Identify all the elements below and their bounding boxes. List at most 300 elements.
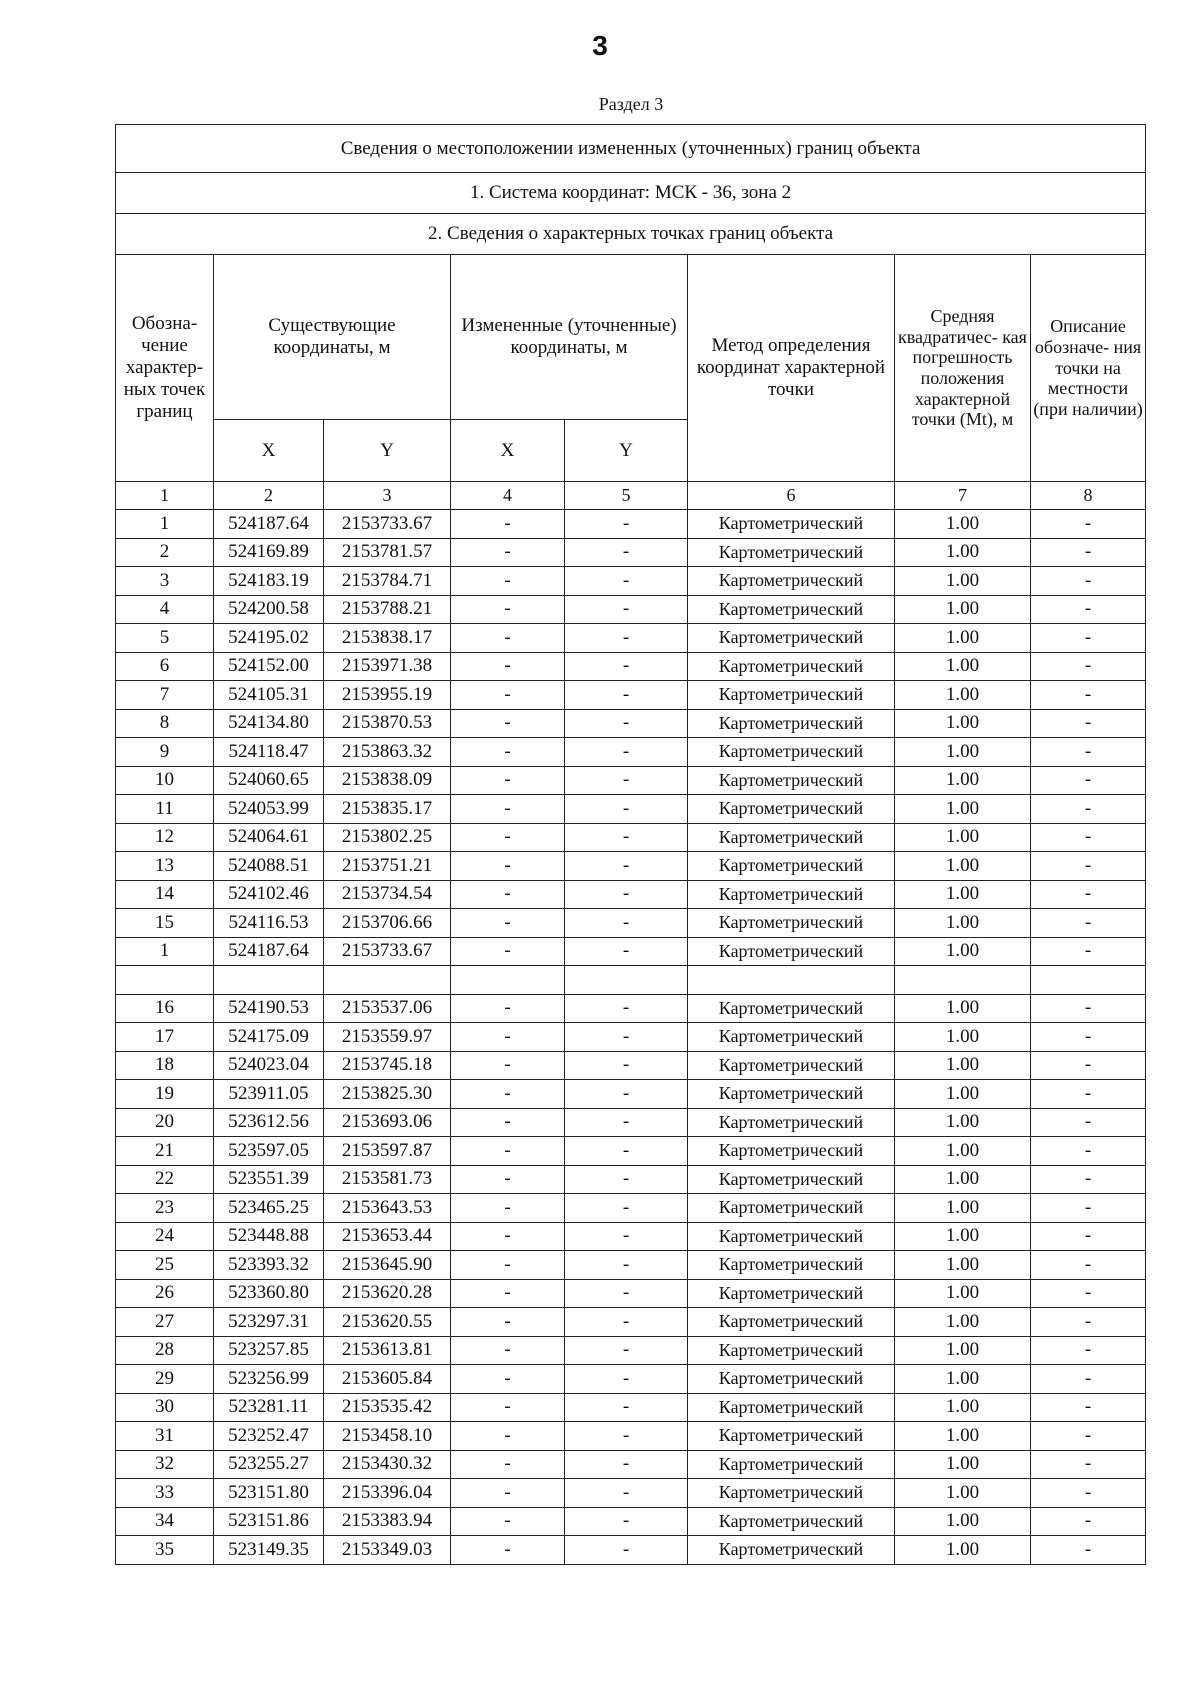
- point-number-cell: 25: [116, 1251, 214, 1280]
- changed-y-cell: -: [565, 994, 688, 1023]
- description-cell: -: [1031, 1365, 1146, 1394]
- point-number-cell: 30: [116, 1393, 214, 1422]
- error-cell: 1.00: [895, 1336, 1031, 1365]
- error-cell: 1.00: [895, 994, 1031, 1023]
- changed-x-cell: -: [451, 909, 565, 938]
- table-row: [116, 1165, 1146, 1194]
- changed-x-cell: -: [451, 652, 565, 681]
- table-row: [116, 1051, 1146, 1080]
- description-cell: -: [1031, 1023, 1146, 1052]
- description-cell: -: [1031, 1051, 1146, 1080]
- description-cell: -: [1031, 624, 1146, 653]
- changed-y-cell: -: [565, 937, 688, 966]
- table-row: [116, 1108, 1146, 1137]
- existing-x-cell: 524064.61: [214, 823, 324, 852]
- description-cell: -: [1031, 1080, 1146, 1109]
- changed-y-cell: -: [565, 567, 688, 596]
- point-number-cell: 10: [116, 766, 214, 795]
- existing-y-cell: 2153458.10: [324, 1422, 451, 1451]
- error-cell: 1.00: [895, 510, 1031, 539]
- changed-x-cell: -: [451, 1279, 565, 1308]
- changed-y-cell: -: [565, 1108, 688, 1137]
- table-row: [116, 937, 1146, 966]
- method-cell: Картометрический: [688, 1194, 895, 1223]
- error-cell: 1.00: [895, 1080, 1031, 1109]
- point-number-cell: 6: [116, 652, 214, 681]
- existing-x-cell: 524134.80: [214, 709, 324, 738]
- existing-x-cell: 523597.05: [214, 1137, 324, 1166]
- existing-y-cell: 2153835.17: [324, 795, 451, 824]
- point-number-cell: 3: [116, 567, 214, 596]
- description-cell: -: [1031, 738, 1146, 767]
- changed-y-cell: -: [565, 852, 688, 881]
- existing-x-cell: [214, 966, 324, 995]
- table-row: [116, 1507, 1146, 1536]
- header-existing-y: Y: [324, 420, 451, 482]
- changed-y-cell: -: [565, 595, 688, 624]
- changed-x-cell: -: [451, 852, 565, 881]
- method-cell: Картометрический: [688, 1336, 895, 1365]
- existing-x-cell: 524088.51: [214, 852, 324, 881]
- existing-x-cell: 524169.89: [214, 538, 324, 567]
- changed-y-cell: -: [565, 1450, 688, 1479]
- column-number: 4: [451, 482, 565, 510]
- changed-y-cell: -: [565, 1422, 688, 1451]
- changed-x-cell: -: [451, 766, 565, 795]
- existing-y-cell: 2153838.09: [324, 766, 451, 795]
- existing-y-cell: 2153620.28: [324, 1279, 451, 1308]
- changed-y-cell: -: [565, 1194, 688, 1223]
- existing-y-cell: 2153581.73: [324, 1165, 451, 1194]
- existing-y-cell: 2153605.84: [324, 1365, 451, 1394]
- column-number: 8: [1031, 482, 1146, 510]
- error-cell: 1.00: [895, 1194, 1031, 1223]
- existing-y-cell: 2153733.67: [324, 510, 451, 539]
- point-number-cell: 9: [116, 738, 214, 767]
- error-cell: 1.00: [895, 1422, 1031, 1451]
- changed-y-cell: -: [565, 1507, 688, 1536]
- changed-y-cell: -: [565, 1080, 688, 1109]
- existing-y-cell: 2153396.04: [324, 1479, 451, 1508]
- existing-x-cell: 523281.11: [214, 1393, 324, 1422]
- description-cell: -: [1031, 1536, 1146, 1565]
- error-cell: 1.00: [895, 766, 1031, 795]
- changed-y-cell: -: [565, 1222, 688, 1251]
- existing-x-cell: 524023.04: [214, 1051, 324, 1080]
- description-cell: -: [1031, 1422, 1146, 1451]
- table-row: [116, 994, 1146, 1023]
- point-number-cell: 29: [116, 1365, 214, 1394]
- point-number-cell: 35: [116, 1536, 214, 1565]
- changed-x-cell: -: [451, 1393, 565, 1422]
- changed-y-cell: -: [565, 1137, 688, 1166]
- table-row: [116, 595, 1146, 624]
- changed-y-cell: -: [565, 652, 688, 681]
- method-cell: Картометрический: [688, 624, 895, 653]
- changed-x-cell: -: [451, 1450, 565, 1479]
- changed-y-cell: -: [565, 766, 688, 795]
- existing-y-cell: 2153784.71: [324, 567, 451, 596]
- point-number-cell: 33: [116, 1479, 214, 1508]
- method-cell: Картометрический: [688, 1108, 895, 1137]
- description-cell: -: [1031, 937, 1146, 966]
- method-cell: Картометрический: [688, 823, 895, 852]
- changed-x-cell: -: [451, 795, 565, 824]
- table-row: [116, 852, 1146, 881]
- column-number: 6: [688, 482, 895, 510]
- existing-y-cell: 2153597.87: [324, 1137, 451, 1166]
- changed-y-cell: -: [565, 1536, 688, 1565]
- changed-y-cell: -: [565, 1251, 688, 1280]
- table-row: [116, 966, 1146, 995]
- existing-x-cell: 524105.31: [214, 681, 324, 710]
- header-designation: Обозна- чение характер- ных точек границ: [116, 255, 214, 482]
- error-cell: 1.00: [895, 624, 1031, 653]
- existing-y-cell: 2153430.32: [324, 1450, 451, 1479]
- point-number-cell: 11: [116, 795, 214, 824]
- method-cell: Картометрический: [688, 1051, 895, 1080]
- existing-y-cell: 2153653.44: [324, 1222, 451, 1251]
- header-existing-x: X: [214, 420, 324, 482]
- existing-x-cell: 523911.05: [214, 1080, 324, 1109]
- description-cell: -: [1031, 880, 1146, 909]
- header-changed-y: Y: [565, 420, 688, 482]
- point-number-cell: 1: [116, 937, 214, 966]
- error-cell: 1.00: [895, 852, 1031, 881]
- changed-y-cell: [565, 966, 688, 995]
- existing-x-cell: 524152.00: [214, 652, 324, 681]
- header-changed-x: X: [451, 420, 565, 482]
- error-cell: 1.00: [895, 709, 1031, 738]
- existing-y-cell: 2153559.97: [324, 1023, 451, 1052]
- method-cell: Картометрический: [688, 994, 895, 1023]
- changed-x-cell: -: [451, 738, 565, 767]
- description-cell: -: [1031, 1194, 1146, 1223]
- error-cell: 1.00: [895, 909, 1031, 938]
- error-cell: 1.00: [895, 567, 1031, 596]
- existing-x-cell: 523255.27: [214, 1450, 324, 1479]
- error-cell: 1.00: [895, 738, 1031, 767]
- changed-x-cell: -: [451, 1080, 565, 1109]
- existing-y-cell: 2153613.81: [324, 1336, 451, 1365]
- point-number-cell: 27: [116, 1308, 214, 1337]
- description-cell: -: [1031, 1279, 1146, 1308]
- point-number-cell: 18: [116, 1051, 214, 1080]
- existing-y-cell: 2153537.06: [324, 994, 451, 1023]
- method-cell: Картометрический: [688, 1279, 895, 1308]
- existing-y-cell: 2153383.94: [324, 1507, 451, 1536]
- description-cell: -: [1031, 823, 1146, 852]
- method-cell: Картометрический: [688, 681, 895, 710]
- changed-x-cell: -: [451, 880, 565, 909]
- changed-y-cell: -: [565, 681, 688, 710]
- changed-y-cell: -: [565, 1279, 688, 1308]
- changed-y-cell: -: [565, 1365, 688, 1394]
- coord-system: 1. Система координат: МСК - 36, зона 2: [116, 173, 1146, 214]
- existing-x-cell: 524195.02: [214, 624, 324, 653]
- method-cell: Картометрический: [688, 1393, 895, 1422]
- method-cell: Картометрический: [688, 738, 895, 767]
- table-row: [116, 1308, 1146, 1337]
- method-cell: Картометрический: [688, 852, 895, 881]
- existing-x-cell: 524175.09: [214, 1023, 324, 1052]
- changed-x-cell: [451, 966, 565, 995]
- error-cell: 1.00: [895, 1450, 1031, 1479]
- points-title: 2. Сведения о характерных точках границ объекта: [116, 214, 1146, 255]
- error-cell: 1.00: [895, 1108, 1031, 1137]
- existing-y-cell: 2153863.32: [324, 738, 451, 767]
- table-row: [116, 823, 1146, 852]
- changed-y-cell: -: [565, 909, 688, 938]
- method-cell: [688, 966, 895, 995]
- header-method: Метод определения координат характерной точки: [688, 255, 895, 482]
- changed-x-cell: -: [451, 510, 565, 539]
- table-row: [116, 624, 1146, 653]
- error-cell: 1.00: [895, 1051, 1031, 1080]
- point-number-cell: 22: [116, 1165, 214, 1194]
- changed-x-cell: -: [451, 937, 565, 966]
- changed-y-cell: -: [565, 1336, 688, 1365]
- error-cell: 1.00: [895, 1507, 1031, 1536]
- error-cell: 1.00: [895, 1479, 1031, 1508]
- point-number-cell: 26: [116, 1279, 214, 1308]
- point-number-cell: 13: [116, 852, 214, 881]
- point-number-cell: 34: [116, 1507, 214, 1536]
- description-cell: -: [1031, 1165, 1146, 1194]
- header-description: Описание обозначе- ния точки на местности (при наличии): [1031, 255, 1146, 482]
- changed-y-cell: -: [565, 795, 688, 824]
- method-cell: Картометрический: [688, 1165, 895, 1194]
- description-cell: -: [1031, 1251, 1146, 1280]
- column-number: 5: [565, 482, 688, 510]
- existing-x-cell: 524060.65: [214, 766, 324, 795]
- description-cell: -: [1031, 1450, 1146, 1479]
- point-number-cell: 19: [116, 1080, 214, 1109]
- description-cell: -: [1031, 852, 1146, 881]
- existing-x-cell: 523151.80: [214, 1479, 324, 1508]
- changed-y-cell: -: [565, 1165, 688, 1194]
- description-cell: -: [1031, 652, 1146, 681]
- method-cell: Картометрический: [688, 1450, 895, 1479]
- changed-x-cell: -: [451, 538, 565, 567]
- table-row: [116, 1450, 1146, 1479]
- method-cell: Картометрический: [688, 909, 895, 938]
- table-row: [116, 1422, 1146, 1451]
- changed-x-cell: -: [451, 1051, 565, 1080]
- table-row: [116, 1251, 1146, 1280]
- description-cell: -: [1031, 1137, 1146, 1166]
- description-cell: -: [1031, 538, 1146, 567]
- existing-x-cell: 524118.47: [214, 738, 324, 767]
- point-number-cell: 31: [116, 1422, 214, 1451]
- changed-x-cell: -: [451, 1507, 565, 1536]
- method-cell: Картометрический: [688, 1536, 895, 1565]
- changed-y-cell: -: [565, 738, 688, 767]
- point-number-cell: 5: [116, 624, 214, 653]
- existing-x-cell: 524116.53: [214, 909, 324, 938]
- column-number: 7: [895, 482, 1031, 510]
- existing-x-cell: 524187.64: [214, 510, 324, 539]
- method-cell: Картометрический: [688, 1222, 895, 1251]
- error-cell: 1.00: [895, 1137, 1031, 1166]
- changed-x-cell: -: [451, 1023, 565, 1052]
- existing-x-cell: 523149.35: [214, 1536, 324, 1565]
- point-number-cell: 23: [116, 1194, 214, 1223]
- point-number-cell: 8: [116, 709, 214, 738]
- existing-x-cell: 523465.25: [214, 1194, 324, 1223]
- table-row: [116, 1365, 1146, 1394]
- existing-y-cell: [324, 966, 451, 995]
- description-cell: -: [1031, 1308, 1146, 1337]
- changed-y-cell: -: [565, 624, 688, 653]
- existing-x-cell: 523612.56: [214, 1108, 324, 1137]
- changed-y-cell: -: [565, 1393, 688, 1422]
- table-title: Сведения о местоположении измененных (уточненных) границ объекта: [116, 125, 1146, 173]
- error-cell: 1.00: [895, 1279, 1031, 1308]
- changed-x-cell: -: [451, 1536, 565, 1565]
- table-row: [116, 766, 1146, 795]
- error-cell: 1.00: [895, 1251, 1031, 1280]
- table-row: [116, 1279, 1146, 1308]
- changed-x-cell: -: [451, 709, 565, 738]
- description-cell: -: [1031, 1507, 1146, 1536]
- error-cell: 1.00: [895, 1308, 1031, 1337]
- description-cell: -: [1031, 510, 1146, 539]
- point-number-cell: 32: [116, 1450, 214, 1479]
- header-changed-coords: Измененные (уточненные) координаты, м: [451, 255, 688, 420]
- method-cell: Картометрический: [688, 1422, 895, 1451]
- changed-x-cell: -: [451, 1308, 565, 1337]
- point-number-cell: 1: [116, 510, 214, 539]
- description-cell: -: [1031, 567, 1146, 596]
- existing-y-cell: 2153745.18: [324, 1051, 451, 1080]
- existing-x-cell: 523257.85: [214, 1336, 324, 1365]
- column-number: 3: [324, 482, 451, 510]
- changed-x-cell: -: [451, 1422, 565, 1451]
- table-row: [116, 1137, 1146, 1166]
- point-number-cell: 24: [116, 1222, 214, 1251]
- header-existing-coords: Существующие координаты, м: [214, 255, 451, 420]
- changed-x-cell: -: [451, 1251, 565, 1280]
- error-cell: 1.00: [895, 652, 1031, 681]
- changed-y-cell: -: [565, 1051, 688, 1080]
- point-number-cell: [116, 966, 214, 995]
- changed-x-cell: -: [451, 681, 565, 710]
- method-cell: Картометрический: [688, 709, 895, 738]
- table-row: [116, 510, 1146, 539]
- changed-x-cell: -: [451, 1365, 565, 1394]
- method-cell: Картометрический: [688, 1479, 895, 1508]
- point-number-cell: 14: [116, 880, 214, 909]
- table-row: [116, 1080, 1146, 1109]
- error-cell: 1.00: [895, 937, 1031, 966]
- existing-x-cell: 524102.46: [214, 880, 324, 909]
- table-row: [116, 538, 1146, 567]
- point-number-cell: 20: [116, 1108, 214, 1137]
- changed-x-cell: -: [451, 994, 565, 1023]
- existing-y-cell: 2153620.55: [324, 1308, 451, 1337]
- existing-x-cell: 523551.39: [214, 1165, 324, 1194]
- description-cell: -: [1031, 1222, 1146, 1251]
- column-number: 2: [214, 482, 324, 510]
- table-row: [116, 738, 1146, 767]
- description-cell: -: [1031, 681, 1146, 710]
- changed-x-cell: -: [451, 1479, 565, 1508]
- point-number-cell: 12: [116, 823, 214, 852]
- table-row: [116, 1222, 1146, 1251]
- existing-y-cell: 2153349.03: [324, 1536, 451, 1565]
- changed-x-cell: -: [451, 1137, 565, 1166]
- point-number-cell: 21: [116, 1137, 214, 1166]
- existing-x-cell: 524183.19: [214, 567, 324, 596]
- existing-x-cell: 523360.80: [214, 1279, 324, 1308]
- error-cell: 1.00: [895, 538, 1031, 567]
- method-cell: Картометрический: [688, 538, 895, 567]
- point-number-cell: 17: [116, 1023, 214, 1052]
- changed-y-cell: -: [565, 823, 688, 852]
- existing-y-cell: 2153825.30: [324, 1080, 451, 1109]
- changed-x-cell: -: [451, 1108, 565, 1137]
- error-cell: 1.00: [895, 823, 1031, 852]
- existing-y-cell: 2153838.17: [324, 624, 451, 653]
- description-cell: [1031, 966, 1146, 995]
- description-cell: -: [1031, 1108, 1146, 1137]
- existing-y-cell: 2153734.54: [324, 880, 451, 909]
- method-cell: Картометрический: [688, 510, 895, 539]
- existing-x-cell: 523151.86: [214, 1507, 324, 1536]
- method-cell: Картометрический: [688, 1251, 895, 1280]
- existing-x-cell: 524053.99: [214, 795, 324, 824]
- point-number-cell: 15: [116, 909, 214, 938]
- description-cell: -: [1031, 1479, 1146, 1508]
- table-row: [116, 709, 1146, 738]
- description-cell: -: [1031, 1336, 1146, 1365]
- error-cell: 1.00: [895, 1365, 1031, 1394]
- method-cell: Картометрический: [688, 880, 895, 909]
- description-cell: -: [1031, 994, 1146, 1023]
- method-cell: Картометрический: [688, 766, 895, 795]
- existing-y-cell: 2153802.25: [324, 823, 451, 852]
- method-cell: Картометрический: [688, 567, 895, 596]
- method-cell: Картометрический: [688, 652, 895, 681]
- changed-y-cell: -: [565, 880, 688, 909]
- changed-x-cell: -: [451, 624, 565, 653]
- description-cell: -: [1031, 766, 1146, 795]
- error-cell: 1.00: [895, 1165, 1031, 1194]
- existing-y-cell: 2153706.66: [324, 909, 451, 938]
- point-number-cell: 7: [116, 681, 214, 710]
- point-number-cell: 2: [116, 538, 214, 567]
- boundary-points-table: [115, 124, 1146, 1565]
- error-cell: 1.00: [895, 795, 1031, 824]
- existing-x-cell: 523393.32: [214, 1251, 324, 1280]
- error-cell: 1.00: [895, 681, 1031, 710]
- error-cell: 1.00: [895, 1222, 1031, 1251]
- table-row: [116, 681, 1146, 710]
- table-row: [116, 795, 1146, 824]
- table-row: [116, 652, 1146, 681]
- changed-x-cell: -: [451, 823, 565, 852]
- existing-y-cell: 2153645.90: [324, 1251, 451, 1280]
- method-cell: Картометрический: [688, 1308, 895, 1337]
- method-cell: Картометрический: [688, 795, 895, 824]
- changed-y-cell: -: [565, 538, 688, 567]
- changed-x-cell: -: [451, 1165, 565, 1194]
- table-row: [116, 567, 1146, 596]
- method-cell: Картометрический: [688, 1023, 895, 1052]
- method-cell: Картометрический: [688, 1507, 895, 1536]
- table-row: [116, 1393, 1146, 1422]
